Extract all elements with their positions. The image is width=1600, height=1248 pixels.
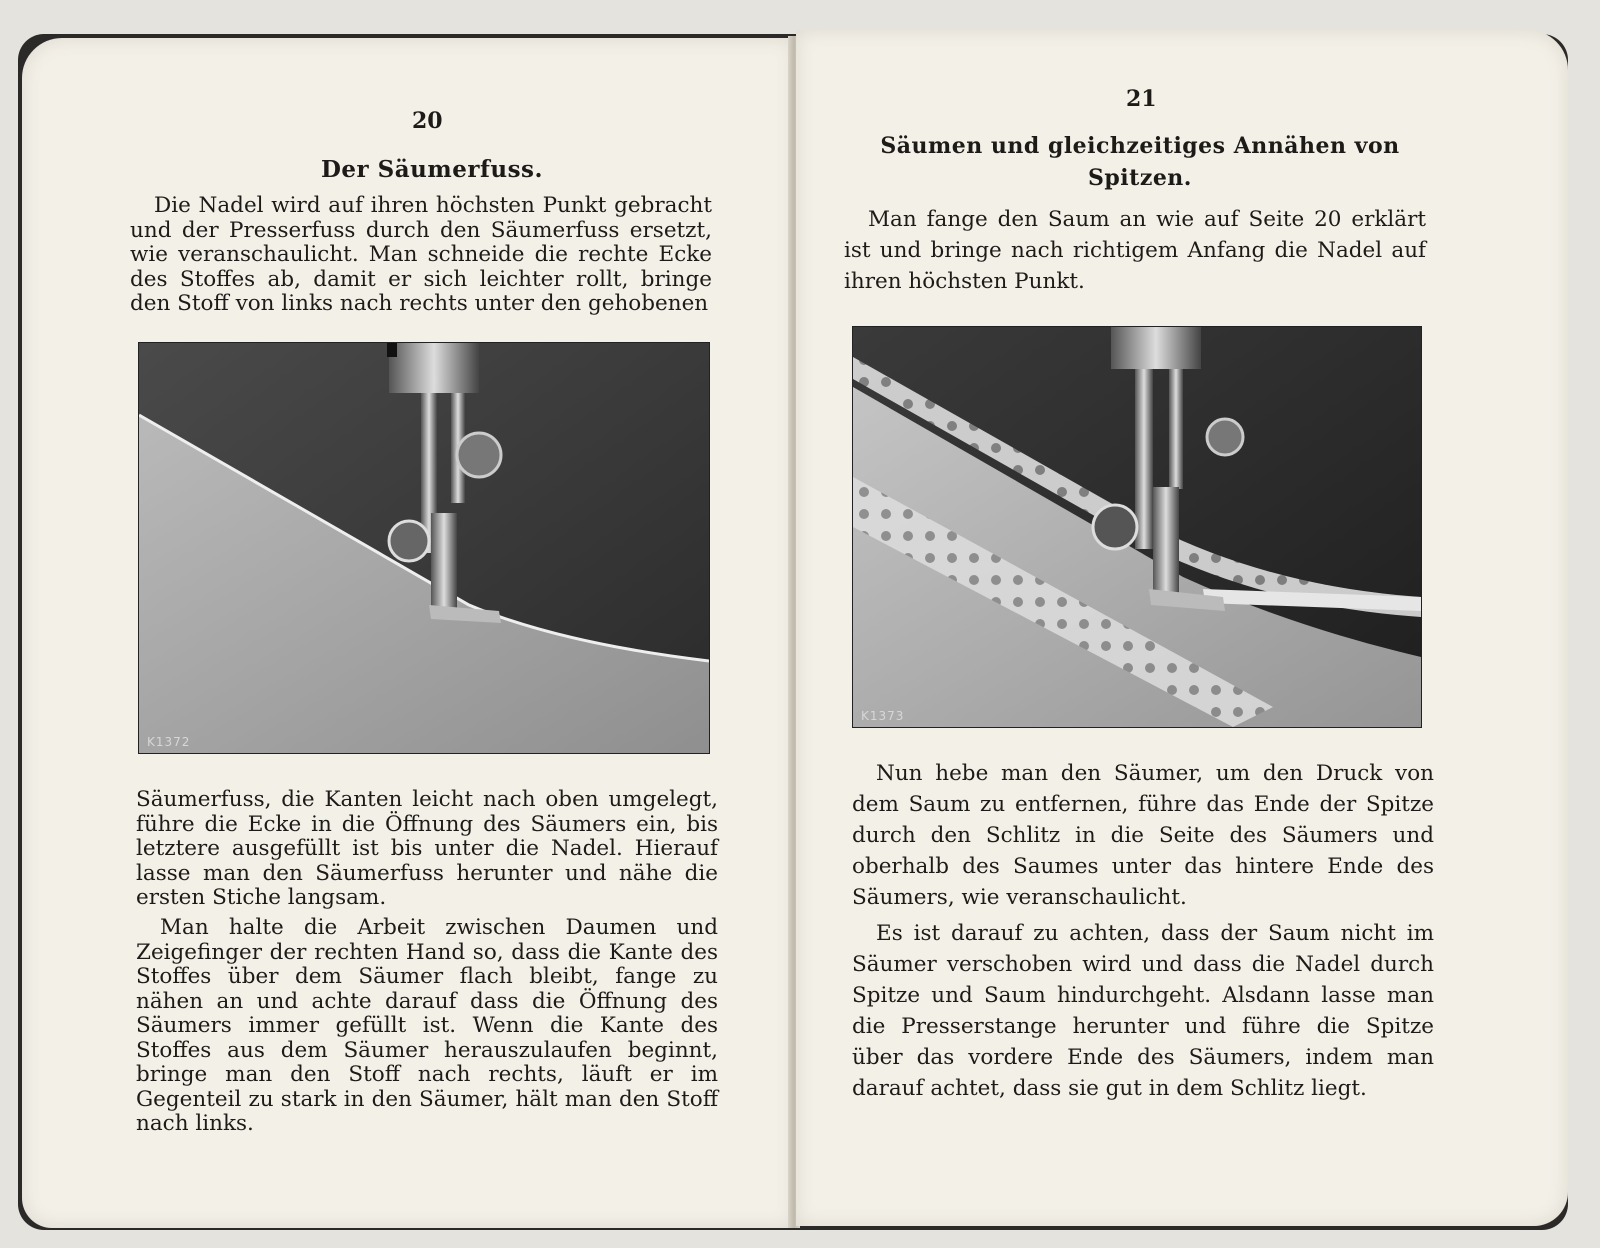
paragraph: Die Nadel wird auf ihren höchsten Punkt gebracht und der Presserfuss durch den Säumerfuss ersetzt, wie veranschaulicht. Man schneide die rechte Ecke des Stoffes ab, damit er sich leichter rollt, bringe den Stoff von links nach rechts unter den gehobenen: [130, 193, 712, 316]
page-heading: Der Säumerfuss.: [320, 156, 544, 183]
paragraph: Nun hebe man den Säumer, um den Druck von dem Saum zu entfernen, führe das Ende der Spitze durch den Schlitz in die Seite des Säumers und oberhalb des Saumes unter das hintere Ende des Säumers, wie veranschaulicht.: [852, 761, 1434, 910]
sewing-machine-hemmer-photo: [138, 342, 710, 754]
paragraph: Säumerfuss, die Kanten leicht nach oben umgelegt, führe die Ecke in die Öffnung des Säumers ein, bis letztere ausgefüllt ist bis unter die Nadel. Hierauf lasse man den Säumerfuss herunter und nähe die ersten Stiche langsam.: [136, 787, 718, 910]
hemmer-foot-illustration: [139, 343, 709, 753]
right-page: [796, 30, 1568, 1226]
photo-caption-id: K1372: [147, 735, 191, 749]
paragraph: Man fange den Saum an wie auf Seite 20 erklärt ist und bringe nach richtigem Anfang die Nadel auf ihren höchsten Punkt.: [844, 207, 1426, 294]
paragraph: Man halte die Arbeit zwischen Daumen und Zeigefinger der rechten Hand so, dass die Kante des Stoffes über dem Säumer flach bleibt, fange zu nähen an und achte darauf dass die Öffnung des Säumers immer gefüllt ist. Wenn die Kante des Stoffes aus dem Säumer herauszulaufen beginnt, bringe man den Stoff nach rechts, läuft er im Gegenteil zu stark in den Säumer, hält man den Stoff nach links.: [136, 915, 718, 1136]
heading-line: Säumen und gleichzeitiges Annähen von: [880, 133, 1400, 159]
left-page: [22, 38, 794, 1228]
lace-hemming-illustration: [853, 327, 1421, 727]
paragraph: Es ist darauf zu achten, dass der Saum nicht im Säumer verschoben wird und dass die Nadel durch Spitze und Saum hindurchgeht. Alsdann lasse man die Presserstange herunter und führe die Spitze über das vordere Ende des Säumers, indem man darauf achtet, dass sie gut in dem Schlitz liegt.: [852, 921, 1434, 1101]
photo-caption-id: K1373: [861, 709, 905, 723]
page-number: 20: [412, 108, 443, 134]
page-number: 21: [1126, 86, 1157, 112]
heading-line: Spitzen.: [1088, 165, 1192, 191]
sewing-machine-lace-photo: [852, 326, 1422, 728]
page-heading: [860, 130, 1420, 194]
